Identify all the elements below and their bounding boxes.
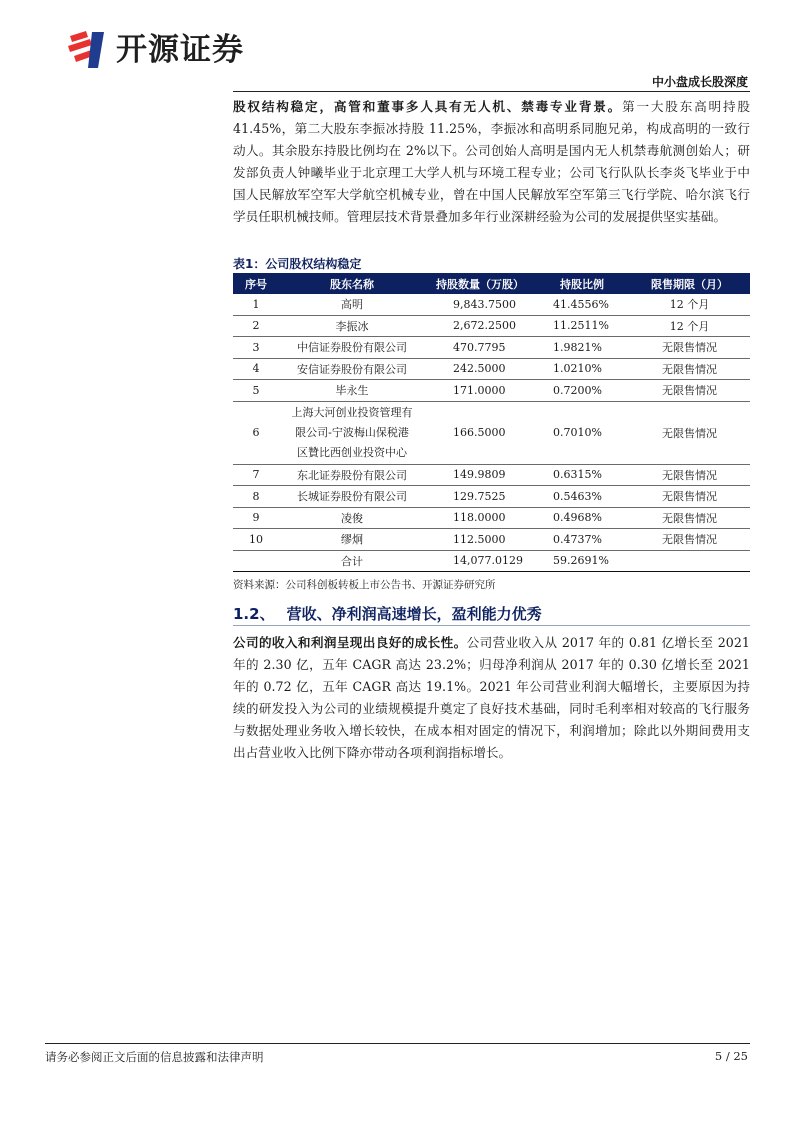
cell-name-line: 区贊比西创业投资中心 <box>297 445 407 459</box>
table-row <box>233 529 750 551</box>
cell-shares: 171.0000 <box>425 380 535 402</box>
cell-ratio: 0.4737% <box>535 529 629 551</box>
cell-shares: 112.5000 <box>425 529 535 551</box>
table-row <box>233 315 750 337</box>
cell-lock: 无限售情况 <box>629 507 750 529</box>
cell-no: 7 <box>233 464 279 486</box>
col-header-shares: 持股数量（万股） <box>425 273 535 294</box>
table-row <box>233 486 750 508</box>
footer-divider <box>45 1043 750 1044</box>
cell-total-label: 合计 <box>279 550 425 572</box>
intro-body: 第一大股东高明持股 41.45%，第二大股东李振冰持股 11.25%，李振冰和高明系同胞兄弟，构成高明的一致行动人。其余股东持股比例均在 2%以下。公司创始人高明是国内无人机禁毒航测创始人；研发部负责人钟曦毕业于北京理工大学人机与环境工程专业；公司飞行队队长李炎飞毕业于中国人民解放军空军大学航空机械专业，曾在中国人民解放军空军第三飞行学院、哈尔滨飞行学员任职机械技师。管理层技术背景叠加多年行业深耕经验为公司的发展提供坚实基础。 <box>233 99 751 224</box>
cell-name: 长城证券股份有限公司 <box>279 486 425 508</box>
intro-section <box>233 96 750 228</box>
footer-disclaimer: 请务必参阅正文后面的信息披露和法律声明 <box>45 1050 264 1064</box>
cell-total-shares: 14,077.0129 <box>425 550 535 572</box>
cell-ratio: 0.7010% <box>535 401 629 464</box>
growth-paragraph <box>233 632 750 764</box>
cell-name: 安信证券股份有限公司 <box>279 358 425 380</box>
cell-shares: 166.5000 <box>425 401 535 464</box>
cell-lock: 无限售情况 <box>629 358 750 380</box>
section-number: 1.2、 <box>233 605 275 623</box>
cell-shares: 470.7795 <box>425 337 535 359</box>
cell-lock: 无限售情况 <box>629 464 750 486</box>
cell-no: 5 <box>233 380 279 402</box>
cell-name: 凌俊 <box>279 507 425 529</box>
table-row <box>233 380 750 402</box>
cell-no <box>233 550 279 572</box>
table-total-row <box>233 550 750 572</box>
cell-ratio: 1.0210% <box>535 358 629 380</box>
cell-no: 8 <box>233 486 279 508</box>
cell-shares: 9,843.7500 <box>425 294 535 315</box>
cell-lock: 12 个月 <box>629 294 750 315</box>
cell-no: 6 <box>233 401 279 464</box>
intro-paragraph <box>233 96 750 228</box>
kaiyuan-logo-icon <box>64 28 110 72</box>
table-title: 表1：公司股权结构稳定 <box>233 257 362 271</box>
page-number: 5 / 25 <box>714 1049 748 1063</box>
cell-shares: 118.0000 <box>425 507 535 529</box>
table-row <box>233 464 750 486</box>
cell-lock: 无限售情况 <box>629 380 750 402</box>
cell-name: 缪炯 <box>279 529 425 551</box>
cell-name: 毕永生 <box>279 380 425 402</box>
growth-body: 公司营业收入从 2017 年的 0.81 亿增长至 2021 年的 2.30 亿，五年 CAGR 高达 23.2%；归母净利润从 2017 年的 0.30 亿增长至 2021 年的 0.72 亿，五年 CAGR 高达 19.1%。2021 年公司营业利润大幅增长，主要原因为持续的研发投入为公司的业绩规模提升奠定了良好技术基础，同时毛利率相对较高的飞行服务与数据处理业务收入增长较快，在成本相对固定的情况下，利润增加；除此以外期间费用支出占营业收入比例下降亦带动各项利润指标增长。 <box>233 635 750 760</box>
cell-lock: 无限售情况 <box>629 337 750 359</box>
cell-name <box>279 401 425 464</box>
cell-shares: 2,672.2500 <box>425 315 535 337</box>
col-header-no: 序号 <box>233 273 279 294</box>
cell-lock: 无限售情况 <box>629 401 750 464</box>
cell-lock: 无限售情况 <box>629 486 750 508</box>
cell-lock <box>629 550 750 572</box>
brand-name: 开源证券 <box>116 32 244 68</box>
col-header-name: 股东名称 <box>279 273 425 294</box>
cell-ratio: 0.4968% <box>535 507 629 529</box>
brand-logo <box>64 28 294 72</box>
table-row <box>233 294 750 315</box>
cell-name: 中信证券股份有限公司 <box>279 337 425 359</box>
cell-name: 东北证券股份有限公司 <box>279 464 425 486</box>
cell-ratio: 0.6315% <box>535 464 629 486</box>
report-category-tag: 中小盘成长股深度 <box>651 75 748 89</box>
cell-no: 10 <box>233 529 279 551</box>
cell-no: 9 <box>233 507 279 529</box>
cell-name-line: 限公司-宁波梅山保税港 <box>295 425 409 439</box>
cell-lock: 12 个月 <box>629 315 750 337</box>
cell-ratio: 11.2511% <box>535 315 629 337</box>
cell-no: 3 <box>233 337 279 359</box>
cell-ratio: 0.7200% <box>535 380 629 402</box>
table-row <box>233 337 750 359</box>
cell-name: 李振冰 <box>279 315 425 337</box>
section-divider <box>233 625 750 626</box>
cell-ratio: 1.9821% <box>535 337 629 359</box>
table-header-row <box>233 273 750 294</box>
cell-shares: 129.7525 <box>425 486 535 508</box>
cell-no: 4 <box>233 358 279 380</box>
section-heading <box>233 603 542 624</box>
header-divider <box>233 91 750 92</box>
table-row <box>233 401 750 464</box>
shareholder-table <box>233 273 750 572</box>
cell-ratio: 0.5463% <box>535 486 629 508</box>
cell-name-line: 上海大河创业投资管理有 <box>291 405 413 419</box>
cell-lock: 无限售情况 <box>629 529 750 551</box>
growth-lead: 公司的收入和利润呈现出良好的成长性。 <box>233 635 467 650</box>
cell-ratio: 41.4556% <box>535 294 629 315</box>
col-header-ratio: 持股比例 <box>535 273 629 294</box>
cell-name: 高明 <box>279 294 425 315</box>
table-source-note: 资料来源：公司科创板转板上市公告书、开源证券研究所 <box>233 579 496 591</box>
section-title: 营收、净利润高速增长，盈利能力优秀 <box>286 605 542 623</box>
cell-total-ratio: 59.2691% <box>535 550 629 572</box>
table-row <box>233 358 750 380</box>
table-row <box>233 507 750 529</box>
col-header-lock: 限售期限（月） <box>629 273 750 294</box>
cell-shares: 242.5000 <box>425 358 535 380</box>
cell-no: 1 <box>233 294 279 315</box>
cell-shares: 149.9809 <box>425 464 535 486</box>
intro-lead: 股权结构稳定，高管和董事多人具有无人机、禁毒专业背景。 <box>233 99 623 114</box>
cell-no: 2 <box>233 315 279 337</box>
growth-section <box>233 632 750 764</box>
